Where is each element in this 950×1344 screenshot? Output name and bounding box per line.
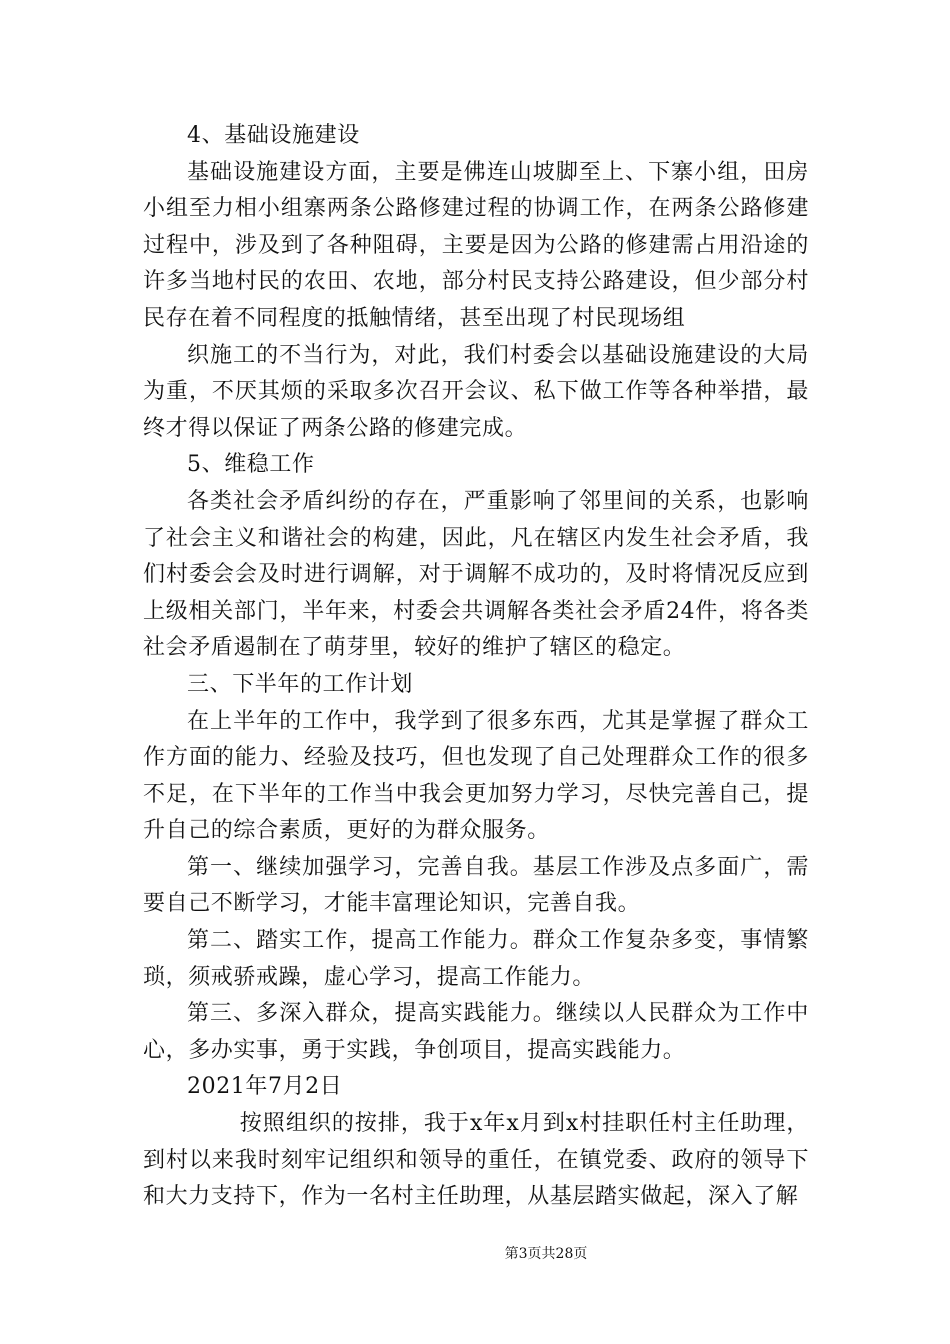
paragraph-plan-third: 第三、多深入群众，提高实践能力。继续以人民群众为工作中心，多办实事，勇于实践，争创项目，提高实践能力。 (143, 1001, 809, 1063)
paragraph-plan-first: 第一、继续加强学习，完善自我。基层工作涉及点多面广，需要自己不断学习，才能丰富理论知识，完善自我。 (143, 854, 809, 917)
document-date: 2021年7月2日 (187, 1074, 343, 1100)
paragraph-plan-second: 第二、踏实工作，提高工作能力。群众工作复杂多变，事情繁琐，须戒骄戒躁，虚心学习，提高工作能力。 (143, 928, 809, 990)
paragraph-infrastructure-continued: 织施工的不当行为，对此，我们村委会以基础设施建设的大局为重，不厌其烦的采取多次召开会议、私下做工作等各种举措，最终才得以保证了两条公路的修建完成。 (143, 342, 809, 441)
paragraph-work-plan-intro: 在上半年的工作中，我学到了很多东西，尤其是掌握了群众工作方面的能力、经验及技巧，但也发现了自己处理群众工作的很多不足，在下半年的工作当中我会更加努力学习，尽快完善自己，提升自己的综合素质，更好的为群众服务。 (143, 708, 809, 844)
paragraph-stability-body: 各类社会矛盾纠纷的存在，严重影响了邻里间的关系，也影响了社会主义和谐社会的构建，因此，凡在辖区内发生社会矛盾，我们村委会会及时进行调解，对于调解不成功的，及时将情况反应到上级相关部门，半年来，村委会共调解各类社会矛盾24件，将各类社会矛盾遏制在了萌芽里，较好的维护了辖区的稳定。 (143, 488, 809, 661)
paragraph-infrastructure-body: 基础设施建设方面，主要是佛连山坡脚至上、下寨小组，田房小组至力相小组寨两条公路修建过程的协调工作，在两条公路修建过程中，涉及到了各种阻碍，主要是因为公路的修建需占用沿途的许多当地村民的农田、农地，部分村民支持公路建设，但少部分村民存在着不同程度的抵触情绪，甚至出现了村民现场组 (143, 159, 809, 331)
section-heading-infrastructure: 4、基础设施建设 (187, 123, 360, 148)
section-heading-stability: 5、维稳工作 (187, 452, 315, 478)
paragraph-next-article: 按照组织的按排，我于x年x月到x村挂职任村主任助理，到村以来我时刻牢记组织和领导的重任，在镇党委、政府的领导下和大力支持下，作为一名村主任助理，从基层踏实做起，深入了解 (143, 1111, 809, 1210)
page-number: 第3页共28页 (504, 1246, 588, 1262)
section-heading-work-plan: 三、下半年的工作计划 (187, 671, 414, 697)
page-footer (0, 1245, 950, 1263)
document-body (143, 118, 809, 1216)
